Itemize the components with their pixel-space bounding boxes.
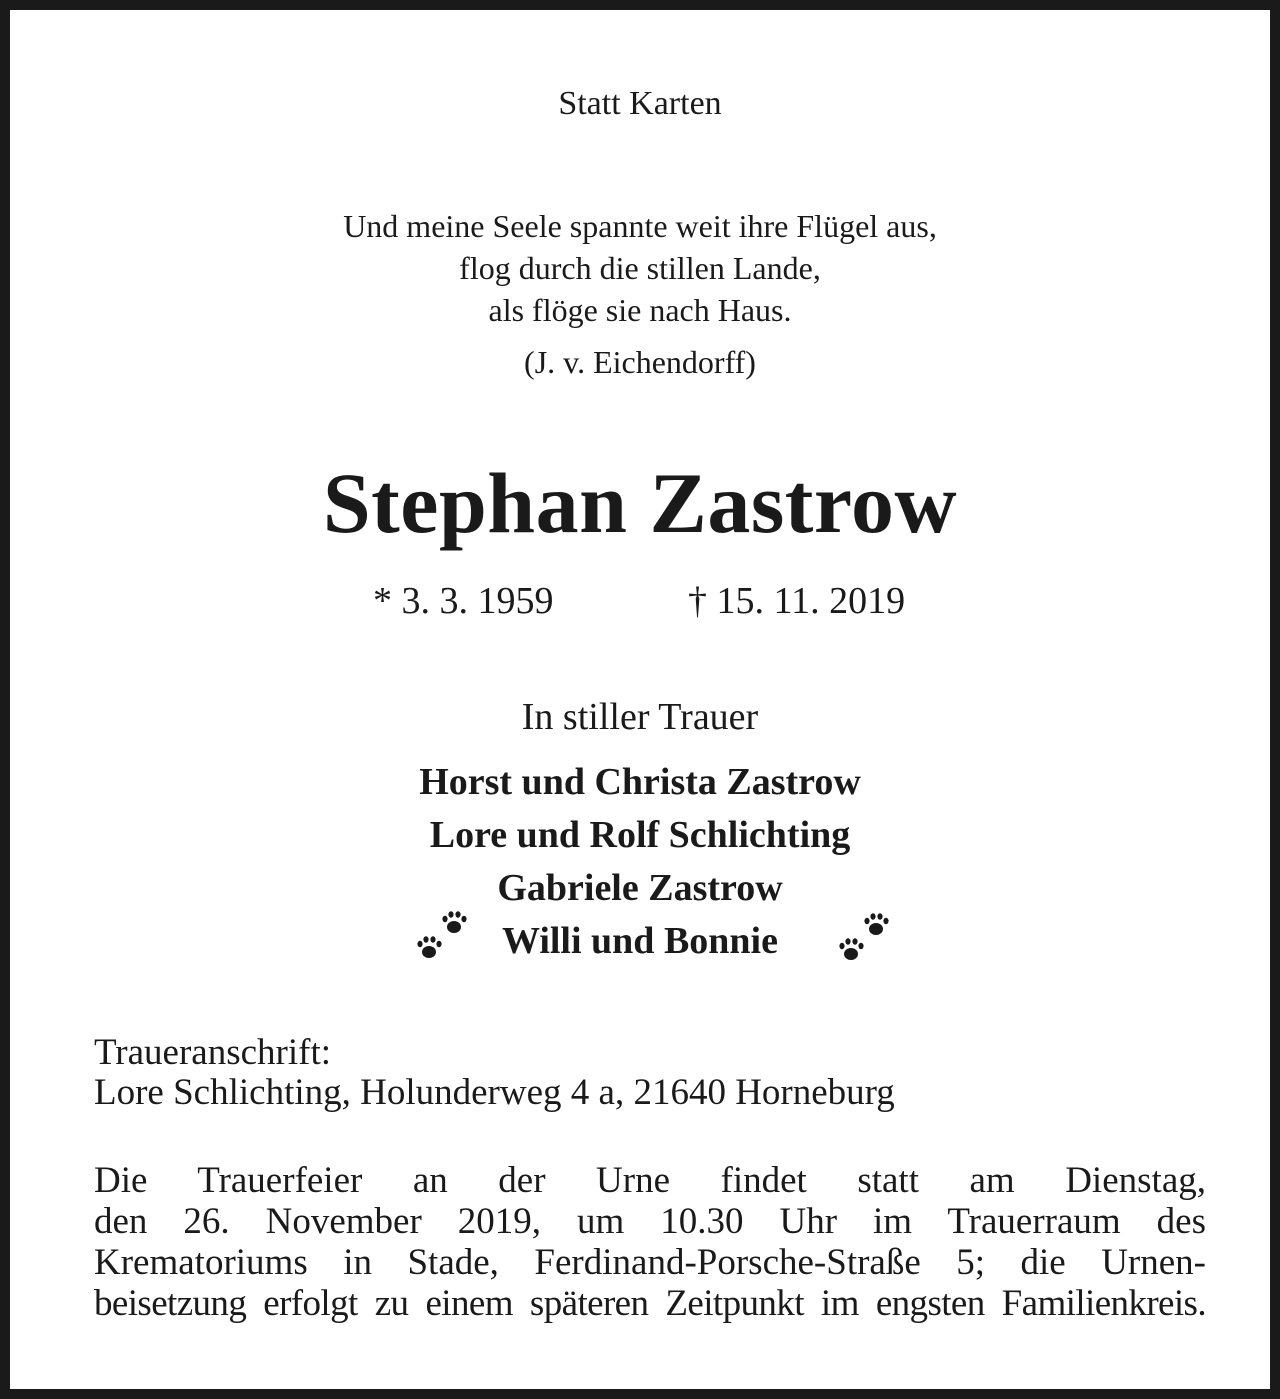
mourner-name: Willi und Bonnie — [502, 920, 778, 962]
mourner-name: Lore und Rolf Schlichting — [429, 814, 851, 856]
mourners-list — [10, 756, 1270, 968]
mourning-intro: In stiller Trauer — [521, 696, 759, 738]
poem-line: flog durch die stillen Lande, — [459, 250, 821, 286]
birth-date: * 3. 3. 1959 — [373, 580, 554, 622]
poem-line: Und meine Seele spannte weit ihre Flügel aus, — [343, 208, 937, 244]
funeral-service-info — [94, 1160, 1206, 1324]
poem-author: (J. v. Eichendorff) — [524, 344, 756, 380]
mourning-address — [94, 1033, 895, 1113]
poem-line: als flöge sie nach Haus. — [488, 292, 792, 328]
service-line: Krematoriums in Stade, Ferdinand-Porsche-Straße 5; die Urnen- — [94, 1242, 1206, 1283]
life-dates — [10, 576, 1270, 626]
notice-header: Statt Karten — [558, 85, 722, 122]
service-line: den 26. November 2019, um 10.30 Uhr im Trauerraum des — [94, 1201, 1206, 1242]
service-line: beisetzung erfolgt zu einem späteren Zeitpunkt im engsten Familienkreis. — [94, 1283, 1206, 1324]
address-line: Lore Schlichting, Holunderweg 4 a, 21640 Horneburg — [94, 1072, 895, 1113]
death-date: † 15. 11. 2019 — [688, 580, 906, 622]
paw-prints-icon — [412, 908, 472, 964]
mourner-name: Gabriele Zastrow — [497, 867, 783, 909]
service-line: Die Trauerfeier an der Urne findet statt am Dienstag, — [94, 1160, 1206, 1201]
deceased-name: Stephan Zastrow — [322, 455, 958, 551]
paw-prints-icon — [834, 910, 894, 966]
mourner-name: Horst und Christa Zastrow — [419, 761, 861, 803]
address-label: Traueranschrift: — [94, 1032, 332, 1073]
poem — [10, 205, 1270, 331]
